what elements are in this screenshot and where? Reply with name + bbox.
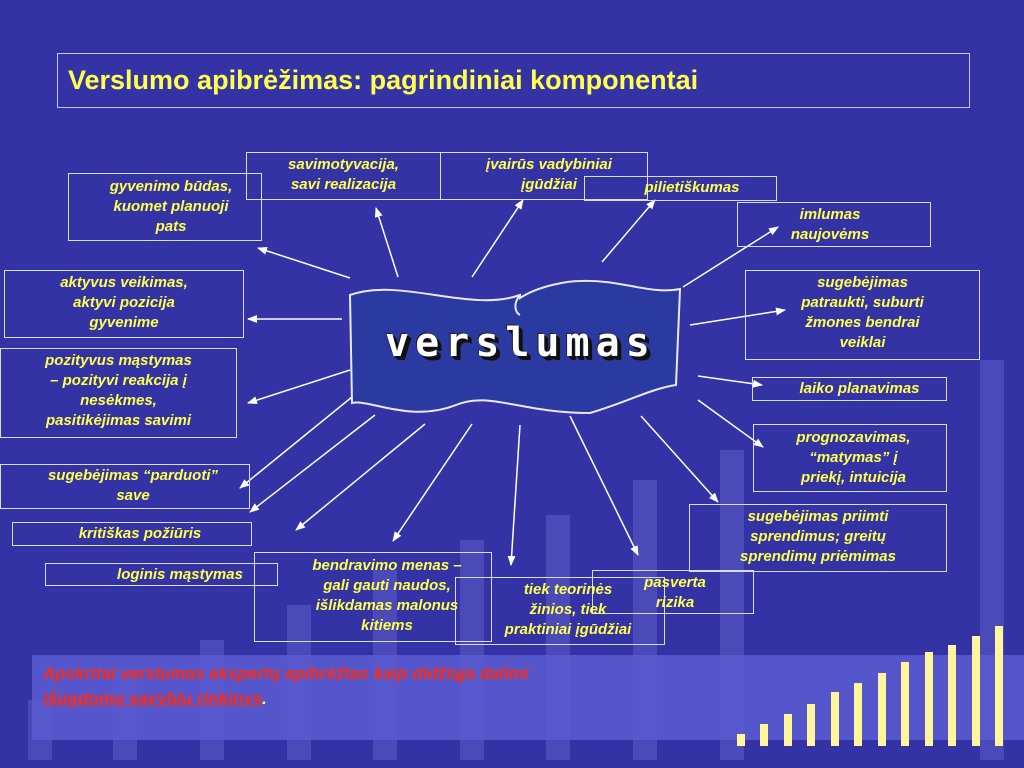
arrow	[472, 200, 523, 277]
decor-bar	[995, 626, 1003, 746]
component-aktyvus: aktyvus veikimas, aktyvi pozicija gyvenime	[60, 274, 188, 331]
component-sprendimai: sugebėjimas priimti sprendimus; greitų sprendimų priėmimas	[740, 508, 896, 565]
decor-bar	[760, 724, 768, 746]
component-teorines: tiek teorinės žinios, tiek praktiniai įgūdžiai	[504, 581, 632, 638]
decor-bar	[901, 662, 909, 746]
arrow	[376, 208, 398, 277]
decor-bar	[784, 714, 792, 746]
arrow	[641, 416, 718, 502]
component-laiko-planavimas: laiko planavimas	[799, 380, 920, 397]
arrow	[296, 424, 425, 530]
arrow	[570, 416, 638, 555]
slide-title: Verslumo apibrėžimas: pagrindiniai komponentai	[68, 65, 699, 95]
component-imlumas: imlumas naujovėms	[790, 206, 870, 243]
component-parduoti: sugebėjimas “parduoti” save	[47, 467, 219, 504]
decor-bar	[807, 704, 815, 746]
conclusion-text	[43, 661, 529, 711]
arrow	[602, 200, 655, 262]
component-loginis: loginis mąstymas	[117, 566, 243, 583]
conclusion-dot: .	[262, 689, 267, 708]
decor-bar	[878, 673, 886, 746]
component-sugebejimas-patraukti: sugebėjimas patraukti, suburti žmones bendrai veiklai	[801, 274, 924, 351]
decor-bar	[737, 734, 745, 746]
arrow	[258, 248, 350, 278]
component-vadybiniai: įvairūs vadybiniai įgūdžiai	[486, 156, 612, 193]
component-savimotyvacija: savimotyvacija, savi realizacija	[288, 156, 399, 193]
component-pilietiskumas: pilietiškumas	[644, 179, 740, 196]
component-prognozavimas: prognozavimas, “matymas” į priekį, intuicija	[796, 429, 911, 486]
arrow	[511, 425, 520, 565]
component-pozityvus: pozityvus mąstymas – pozityvi reakcija į nesėkmes, pasitikėjimas savimi	[45, 352, 192, 429]
arrow	[248, 370, 350, 403]
component-kritiskas: kritiškas požiūris	[78, 525, 202, 542]
component-bendravimo: bendravimo menas – gali gauti naudos, išlikdamas malonus kitiems	[312, 557, 462, 634]
component-gyvenimo-budas: gyvenimo būdas, kuomet planuoji pats	[109, 178, 233, 235]
decor-bar	[972, 636, 980, 746]
decor-bar	[948, 645, 956, 746]
decor-bar	[925, 652, 933, 746]
decor-bar	[831, 692, 839, 746]
center-concept-verslumas: verslumas	[385, 320, 656, 366]
conclusion-emphasis: išugdomų savybių rinkinys	[43, 689, 263, 708]
conclusion-line-1: Apskritai verslumas ekspertų apibrėžtas kaip didžiąja dalimi	[43, 664, 529, 683]
component-rizika: pasverta rizika	[644, 574, 706, 611]
decor-bar	[854, 683, 862, 746]
arrow	[393, 424, 472, 541]
